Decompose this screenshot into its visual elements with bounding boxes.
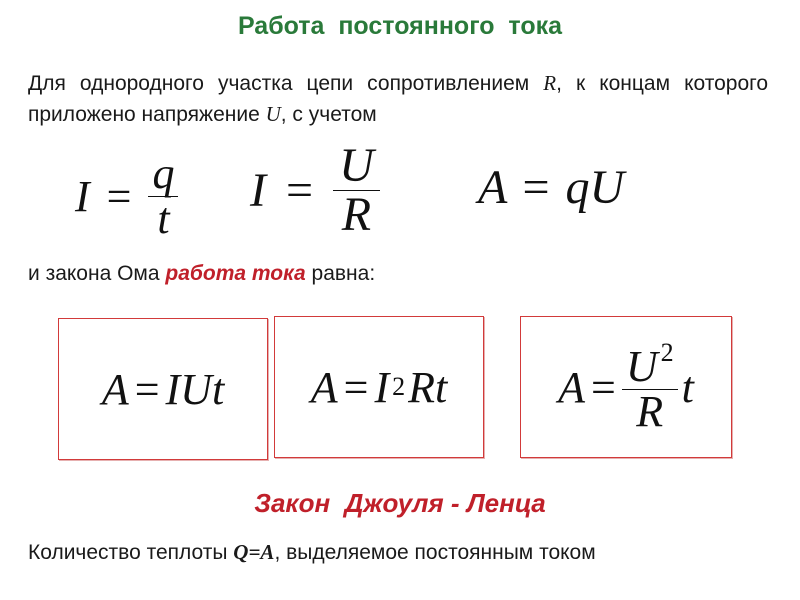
highlight-work-of-current: работа тока — [165, 262, 306, 285]
numerator-voltage: U — [625, 342, 658, 391]
formula-current: I — [374, 362, 390, 412]
formula-box-u2rt — [520, 316, 732, 458]
fraction — [622, 340, 678, 434]
formula-equals: = — [591, 362, 616, 412]
joule-lenz-law-title: Закон Джоуля - Ленца — [254, 488, 546, 518]
formula-a-u2rt — [521, 317, 731, 457]
formula-equals: = — [522, 161, 550, 214]
formula-exponent: 2 — [392, 372, 406, 401]
intro-var-u: U — [265, 102, 281, 126]
formula-tail: t — [681, 362, 694, 412]
formula-resistance-time: Rt — [408, 362, 448, 412]
formula-lhs: I — [250, 164, 266, 217]
formula-box-i2rt — [274, 316, 484, 458]
fraction-numerator: U — [339, 139, 374, 192]
formula-work-charge — [478, 160, 624, 215]
formula-equals: = — [285, 164, 314, 217]
formula-current-charge — [75, 149, 178, 243]
formula-lhs: A — [558, 362, 586, 412]
formula-lhs: I — [75, 172, 90, 221]
formula-equals: = — [134, 364, 160, 414]
formula-ohms-law — [250, 139, 380, 241]
formula-a-iut — [59, 319, 267, 459]
slide-title: Работа постоянного тока — [237, 12, 563, 40]
intro-text-2: , к концам которого приложено напряжение — [28, 72, 769, 126]
numerator-exponent: 2 — [660, 338, 674, 367]
fraction — [333, 139, 380, 241]
formula-rhs: IUt — [165, 364, 225, 414]
ohm-law-sentence — [28, 262, 375, 286]
sentence-text-1: и закона Ома — [28, 262, 166, 285]
heat-text-1: Количество теплоты — [28, 541, 234, 564]
formula-lhs: A — [478, 161, 507, 214]
intro-text-1: Для однородного участка цепи сопротивлением — [28, 72, 544, 95]
formula-box-iut — [58, 318, 268, 460]
heat-text-2: , выделяемое постоянным током — [274, 541, 596, 564]
heat-formula: Q=A — [233, 540, 275, 564]
formula-lhs: A — [101, 364, 129, 414]
formula-lhs: A — [310, 362, 338, 412]
sentence-text-2: равна: — [305, 262, 376, 285]
fraction-denominator: R — [341, 188, 372, 241]
fraction-numerator — [622, 340, 678, 389]
formula-a-i2rt — [275, 317, 483, 457]
fraction — [148, 149, 178, 243]
fraction-denominator: t — [157, 194, 170, 243]
formula-equals: = — [106, 172, 132, 221]
fraction-numerator: q — [152, 149, 175, 198]
intro-var-r: R — [543, 71, 557, 95]
formula-rhs: qU — [565, 161, 625, 214]
intro-paragraph — [28, 68, 768, 130]
fraction-denominator: R — [636, 387, 664, 436]
heat-sentence — [28, 540, 596, 565]
formula-equals: = — [343, 362, 369, 412]
intro-text-3: , с учетом — [280, 103, 377, 126]
